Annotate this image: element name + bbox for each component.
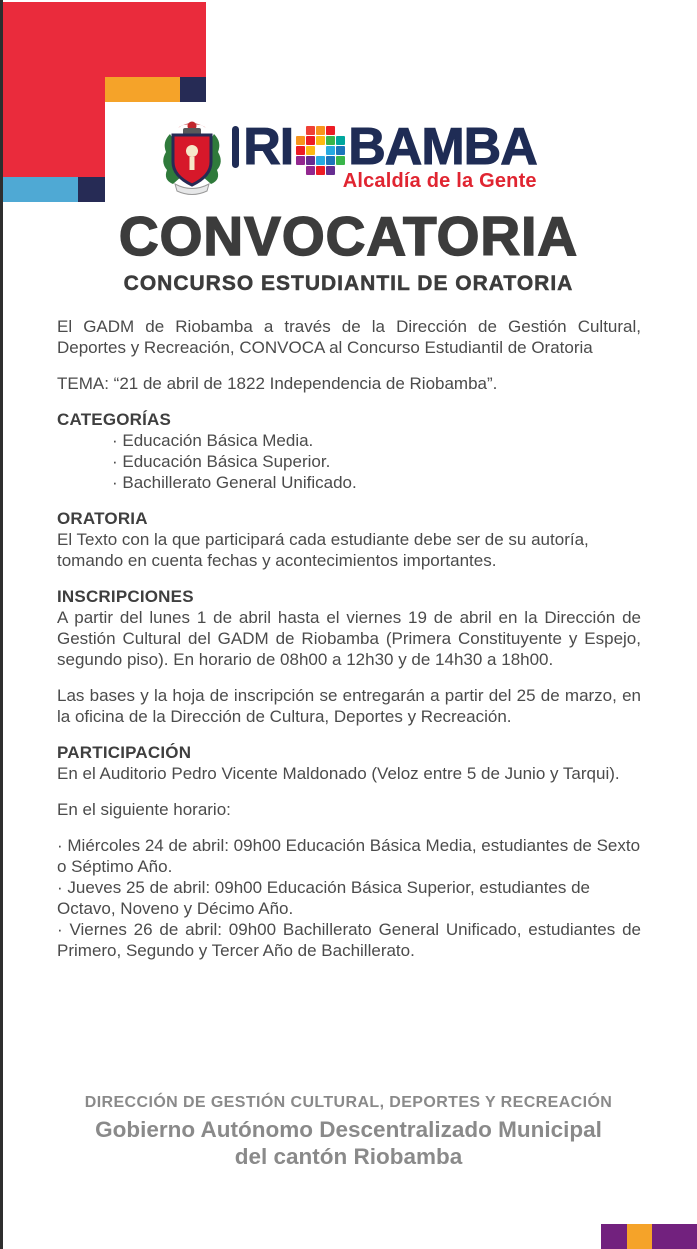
schedule-item: · Viernes 26 de abril: 09h00 Bachillerato General Unificado, estudiantes de Primero, Segundo y Tercer Año de Bachillerato. [57,920,641,960]
horario-intro: En el siguiente horario: [57,800,231,819]
decor-purple-square-bottom [601,1224,627,1249]
announcement-body [57,316,641,961]
riobamba-logo [0,118,697,203]
footer-gadm-line2: del cantón Riobamba [234,1144,463,1169]
participacion-heading: PARTICIPACIÓN [57,743,192,762]
oratoria-heading: ORATORIA [57,509,148,528]
categorias-list [57,430,641,493]
riobamba-o-mosaic [296,126,345,175]
decor-purple-block-bottom-right [652,1224,697,1249]
intro-paragraph: El GADM de Riobamba a través de la Dirección de Gestión Cultural, Deportes y Recreación, CONVOCA al Concurso Estudiantil de Oratoria [57,317,641,357]
wordmark-ri: RI [243,118,294,176]
wordmark-bamba: BAMBA [348,118,537,176]
riobamba-wordmark-row [232,118,537,176]
riobamba-wordmark [232,118,537,193]
categorias-item: · Educación Básica Media. [112,431,314,450]
schedule-item: · Miércoles 24 de abril: 09h00 Educación Básica Media, estudiantes de Sexto o Séptimo Año. [57,836,641,876]
tema-line: TEMA: “21 de abril de 1822 Independencia de Riobamba”. [57,374,498,393]
bases-text: Las bases y la hoja de inscripción se entregarán a partir del 25 de marzo, en la oficina de la Dirección de Cultura, Deportes y Recreación. [57,686,641,726]
riobamba-crest-icon [160,118,224,203]
footer [0,1094,697,1170]
page-title: CONVOCATORIA [118,205,579,267]
schedule-item: · Jueves 25 de abril: 09h00 Educación Básica Superior, estudiantes de Octavo, Noveno y Décimo Año. [57,878,591,918]
footer-direccion: DIRECCIÓN DE GESTIÓN CULTURAL, DEPORTES Y RECREACIÓN [84,1094,613,1111]
logo-tagline: Alcaldía de la Gente [342,170,537,192]
categorias-heading: CATEGORÍAS [57,410,172,429]
categorias-item: · Bachillerato General Unificado. [112,473,357,492]
decor-orange-square-bottom [627,1224,652,1249]
inscripciones-heading: INSCRIPCIONES [57,587,194,606]
page-subtitle: CONCURSO ESTUDIANTIL DE ORATORIA [123,272,574,295]
oratoria-text: El Texto con la que participará cada estudiante debe ser de su autoría, tomando en cuenta fechas y acontecimientos importantes. [57,530,589,570]
wordmark-bar [232,126,239,168]
decor-navy-square-top [180,77,206,102]
categorias-item: · Educación Básica Superior. [112,452,331,471]
participacion-text: En el Auditorio Pedro Vicente Maldonado (Veloz entre 5 de Junio y Tarqui). [57,764,620,783]
decor-orange-square-top [105,77,180,102]
footer-gadm-line1: Gobierno Autónomo Descentralizado Municipal [95,1117,602,1142]
inscripciones-text: A partir del lunes 1 de abril hasta el viernes 19 de abril en la Dirección de Gestión Cultural del GADM de Riobamba (Primera Constituyente y Espejo, segundo piso). En horario de 08h00 a 12h30 y de 14h30 a 18h00. [57,608,641,669]
